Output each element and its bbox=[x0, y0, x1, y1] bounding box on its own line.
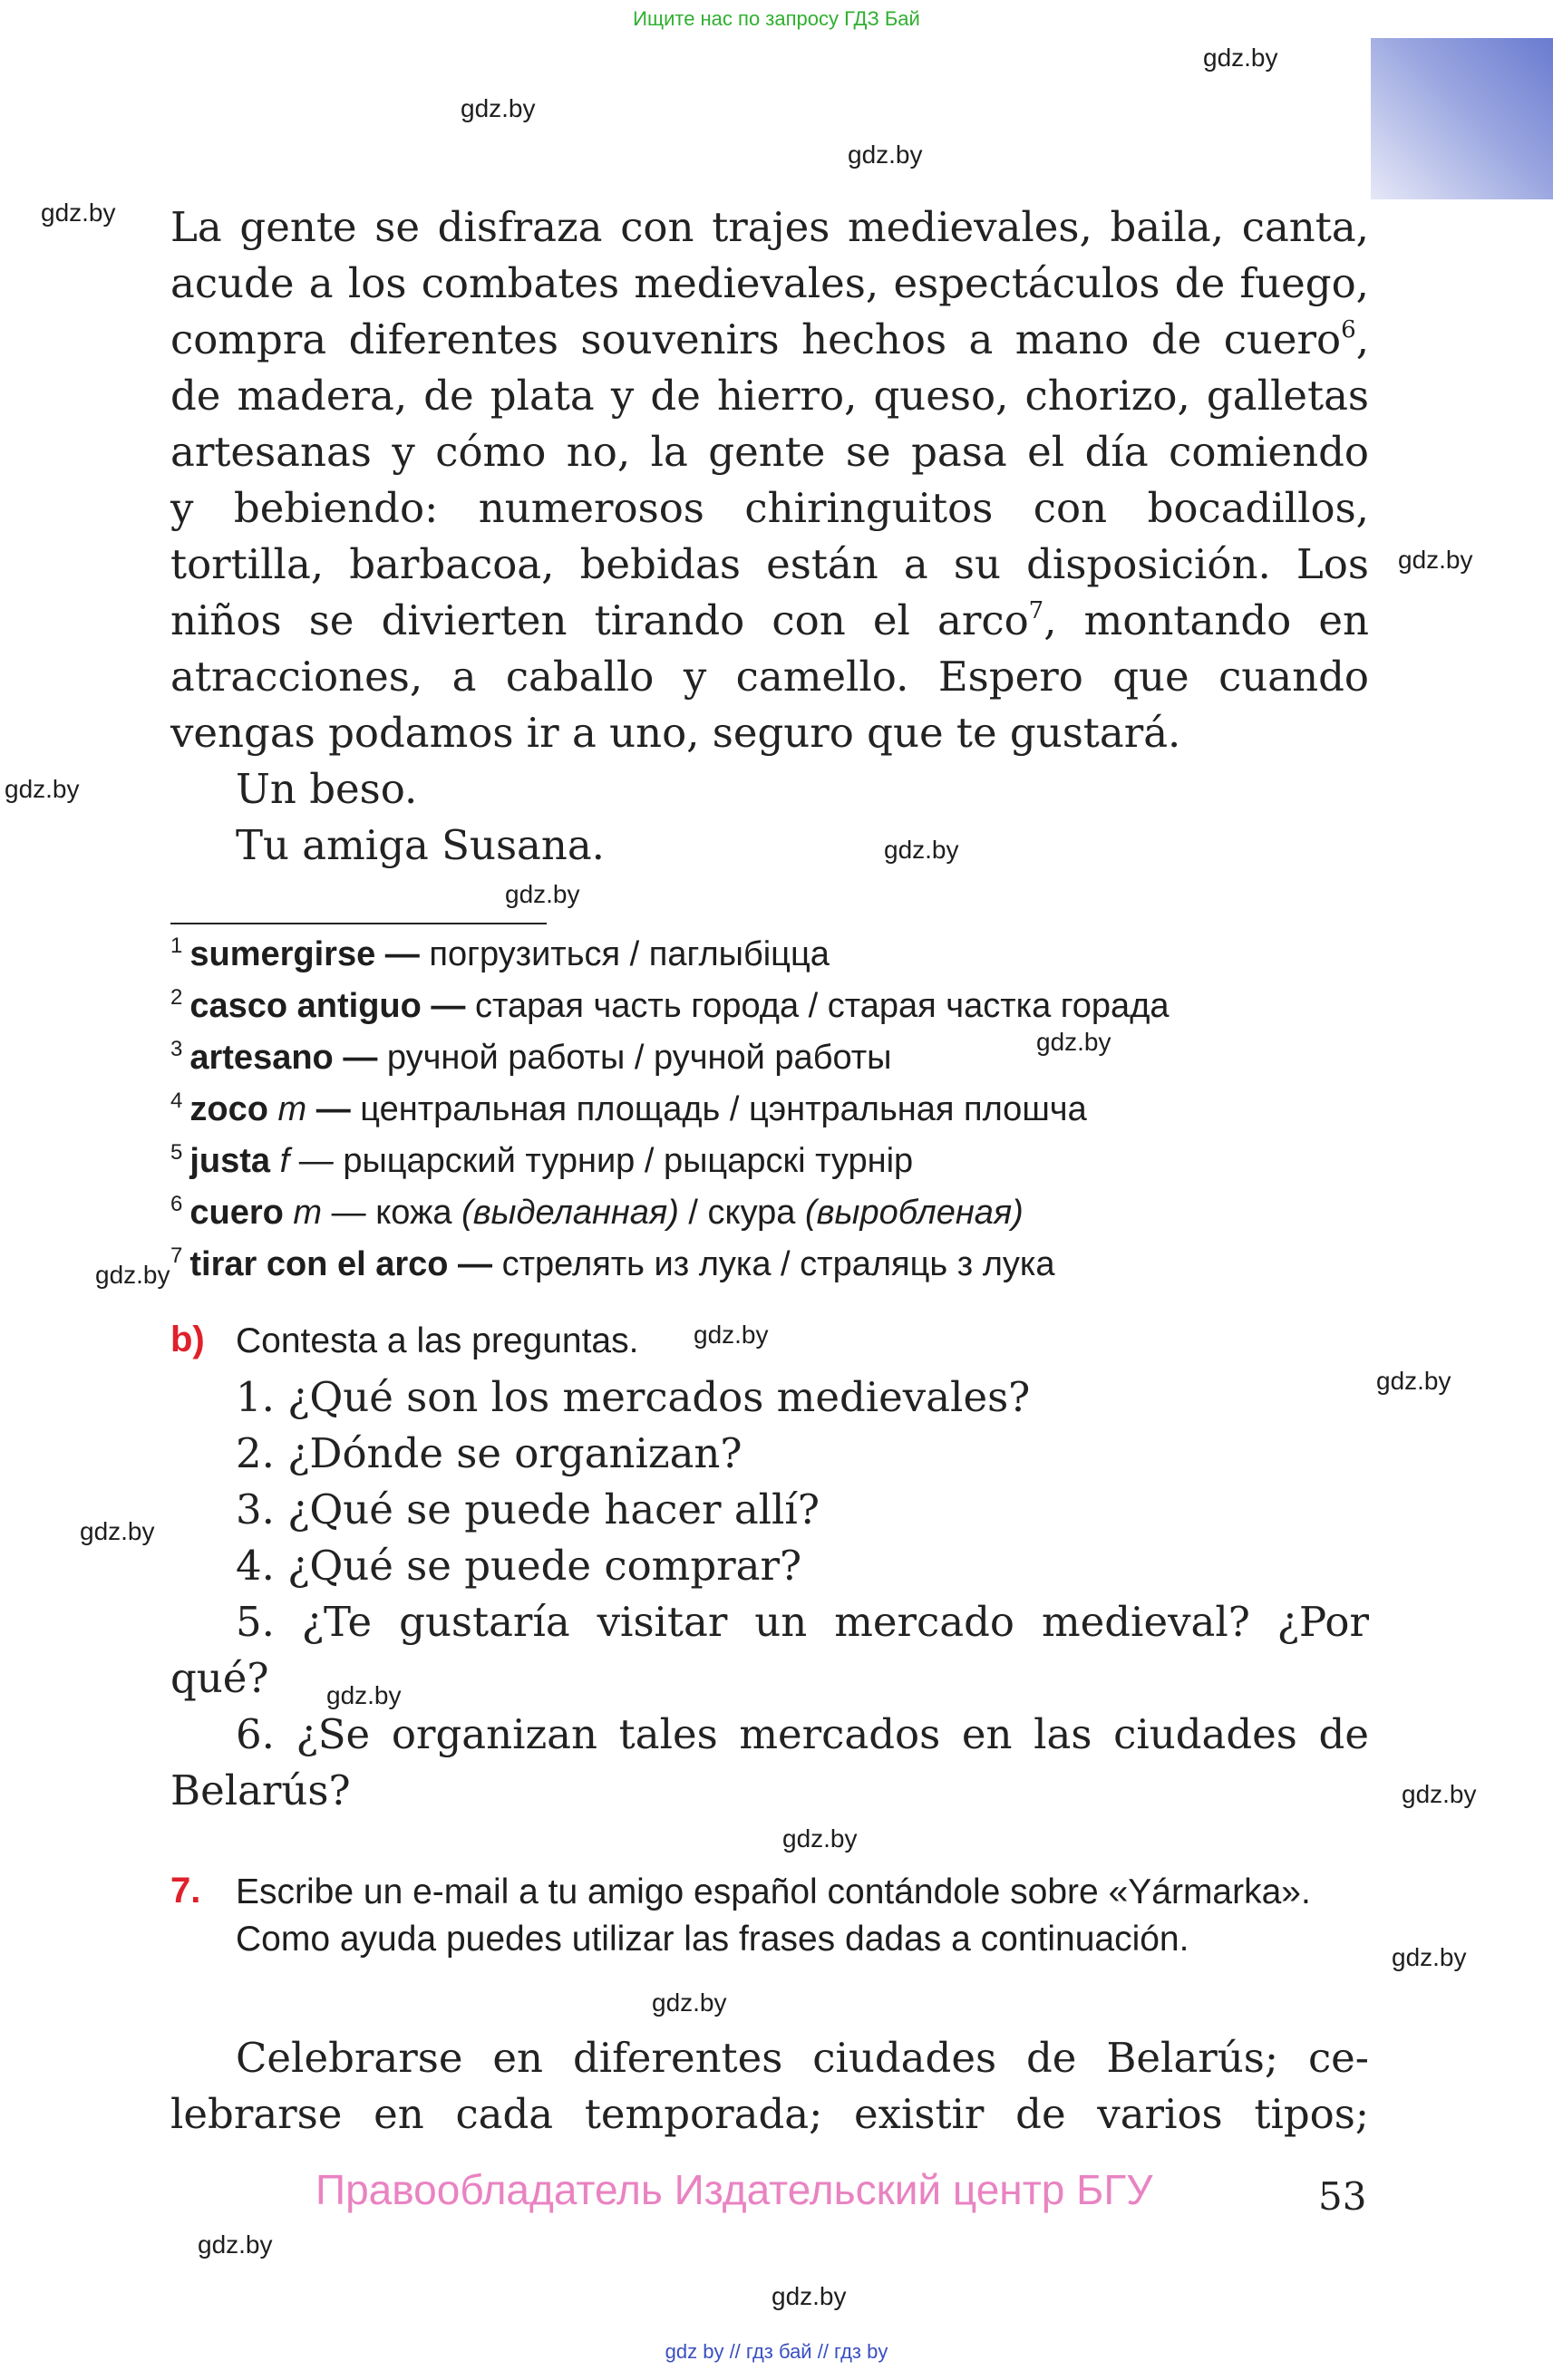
task-b-questions bbox=[170, 1369, 1369, 1819]
letter-line: atracciones, a caballo y camello. Espero que cuando bbox=[170, 653, 1369, 701]
task-7-instruction: Escribe un e-mail a tu amigo español contándole sobre «Yármarka». Como ayuda puedes utilizar las frases dadas a continuación. bbox=[236, 1872, 1311, 1959]
bottom-links: gdz by // гдз бай // гдз by bbox=[665, 2340, 888, 2363]
letter-line: vengas podamos ir a uno, seguro que te gustará. bbox=[170, 709, 1181, 757]
letter-closing: Un beso. bbox=[236, 765, 418, 813]
watermark: gdz.by bbox=[772, 2282, 847, 2310]
footnote-divider bbox=[170, 923, 547, 924]
watermark: gdz.by bbox=[326, 1681, 402, 1709]
question: Belarús? bbox=[170, 1766, 351, 1814]
watermark: gdz.by bbox=[461, 94, 536, 122]
corner-tab bbox=[1371, 38, 1553, 199]
question: qué? bbox=[170, 1654, 269, 1702]
phrases-line: lebrarse en cada temporada; existir de varios tipos; bbox=[170, 2090, 1369, 2138]
watermark: gdz.by bbox=[1392, 1943, 1467, 1971]
watermark: gdz.by bbox=[848, 140, 923, 169]
task-b-instruction: Contesta a las preguntas. bbox=[236, 1321, 639, 1360]
question: 6. ¿Se organizan tales mercados en las ciudades de bbox=[236, 1710, 1369, 1758]
letter-line: tortilla, barbacoa, bebidas están a su disposición. Los bbox=[170, 540, 1369, 588]
footnote: $^1$ sumergirse — погрузиться / паглыбіцца bbox=[170, 934, 830, 973]
letter-line: y bebiendo: numerosos chiringuitos con bocadillos, bbox=[170, 484, 1369, 532]
letter-line: de madera, de plata y de hierro, queso, chorizo, galletas bbox=[170, 372, 1369, 420]
footnote-ref: 7 bbox=[1028, 597, 1044, 624]
watermark: gdz.by bbox=[652, 1988, 727, 2017]
question: 1. ¿Qué son los mercados medievales? bbox=[236, 1373, 1031, 1421]
question: 2. ¿Dónde se organizan? bbox=[236, 1429, 743, 1477]
footnote: $^5$ justa f — рыцарский турнир / рыцарскі турнір bbox=[170, 1140, 914, 1180]
question: 4. ¿Qué se puede comprar? bbox=[236, 1542, 802, 1590]
letter-body bbox=[170, 199, 1369, 874]
watermark: gdz.by bbox=[694, 1321, 769, 1349]
letter-line: acude a los combates medievales, espectáculos de fuego, bbox=[170, 259, 1369, 307]
watermark: gdz.by bbox=[1398, 546, 1473, 574]
letter-line: compra diferentes souvenirs hechos a mano de cuero$^6$, bbox=[170, 315, 1369, 363]
top-banner: Ищите нас по запросу ГДЗ Бай bbox=[633, 7, 920, 30]
watermark: gdz.by bbox=[1203, 44, 1278, 72]
footnote: $^7$ tirar con el arco — стрелять из лука / страляць з лука bbox=[170, 1243, 1055, 1283]
watermark: gdz.by bbox=[80, 1517, 155, 1545]
watermark: gdz.by bbox=[1402, 1780, 1477, 1808]
watermark: gdz.by bbox=[505, 880, 580, 908]
page-number: 53 bbox=[1318, 2174, 1367, 2219]
task-7-phrases bbox=[170, 2030, 1369, 2143]
copyright-notice: Правообладатель Издательский центр БГУ bbox=[315, 2166, 1153, 2213]
question: 3. ¿Qué se puede hacer allí? bbox=[236, 1485, 820, 1533]
task-7-number: 7. bbox=[170, 1871, 201, 1911]
letter-signature: Tu amiga Susana. bbox=[236, 821, 605, 869]
watermark: gdz.by bbox=[41, 198, 116, 227]
watermark: gdz.by bbox=[198, 2230, 273, 2259]
letter-line: La gente se disfraza con trajes medievales, baila, canta, bbox=[170, 203, 1369, 251]
footnote: $^3$ artesano — ручной работы / ручной работы bbox=[170, 1037, 892, 1077]
letter-line: artesanas y cómo no, la gente se pasa el día comiendo bbox=[170, 428, 1369, 476]
watermark: gdz.by bbox=[1376, 1367, 1451, 1395]
watermark: gdz.by bbox=[782, 1824, 858, 1853]
footnote: $^2$ casco antiguo — старая часть города / старая частка горада bbox=[170, 985, 1170, 1025]
footnote-ref: 6 bbox=[1341, 316, 1356, 343]
footnotes bbox=[170, 931, 1170, 1292]
watermark: gdz.by bbox=[884, 836, 959, 864]
question: 5. ¿Te gustaría visitar un mercado medieval? ¿Por bbox=[236, 1598, 1369, 1646]
footnote: $^6$ cuero m — кожа (выделанная) / скура (выробленая) bbox=[170, 1192, 1024, 1232]
task-b-letter: b) bbox=[170, 1320, 205, 1359]
watermark: gdz.by bbox=[5, 775, 80, 803]
watermark: gdz.by bbox=[95, 1261, 170, 1289]
watermark: gdz.by bbox=[1036, 1028, 1111, 1056]
letter-line: niños se divierten tirando con el arco$^7$, montando en bbox=[170, 596, 1369, 644]
phrases-line: Celebrarse en diferentes ciudades de Belarús; ce- bbox=[236, 2034, 1369, 2082]
footnote: $^4$ zoco m — центральная площадь / цэнтральная плошча bbox=[170, 1088, 1087, 1128]
